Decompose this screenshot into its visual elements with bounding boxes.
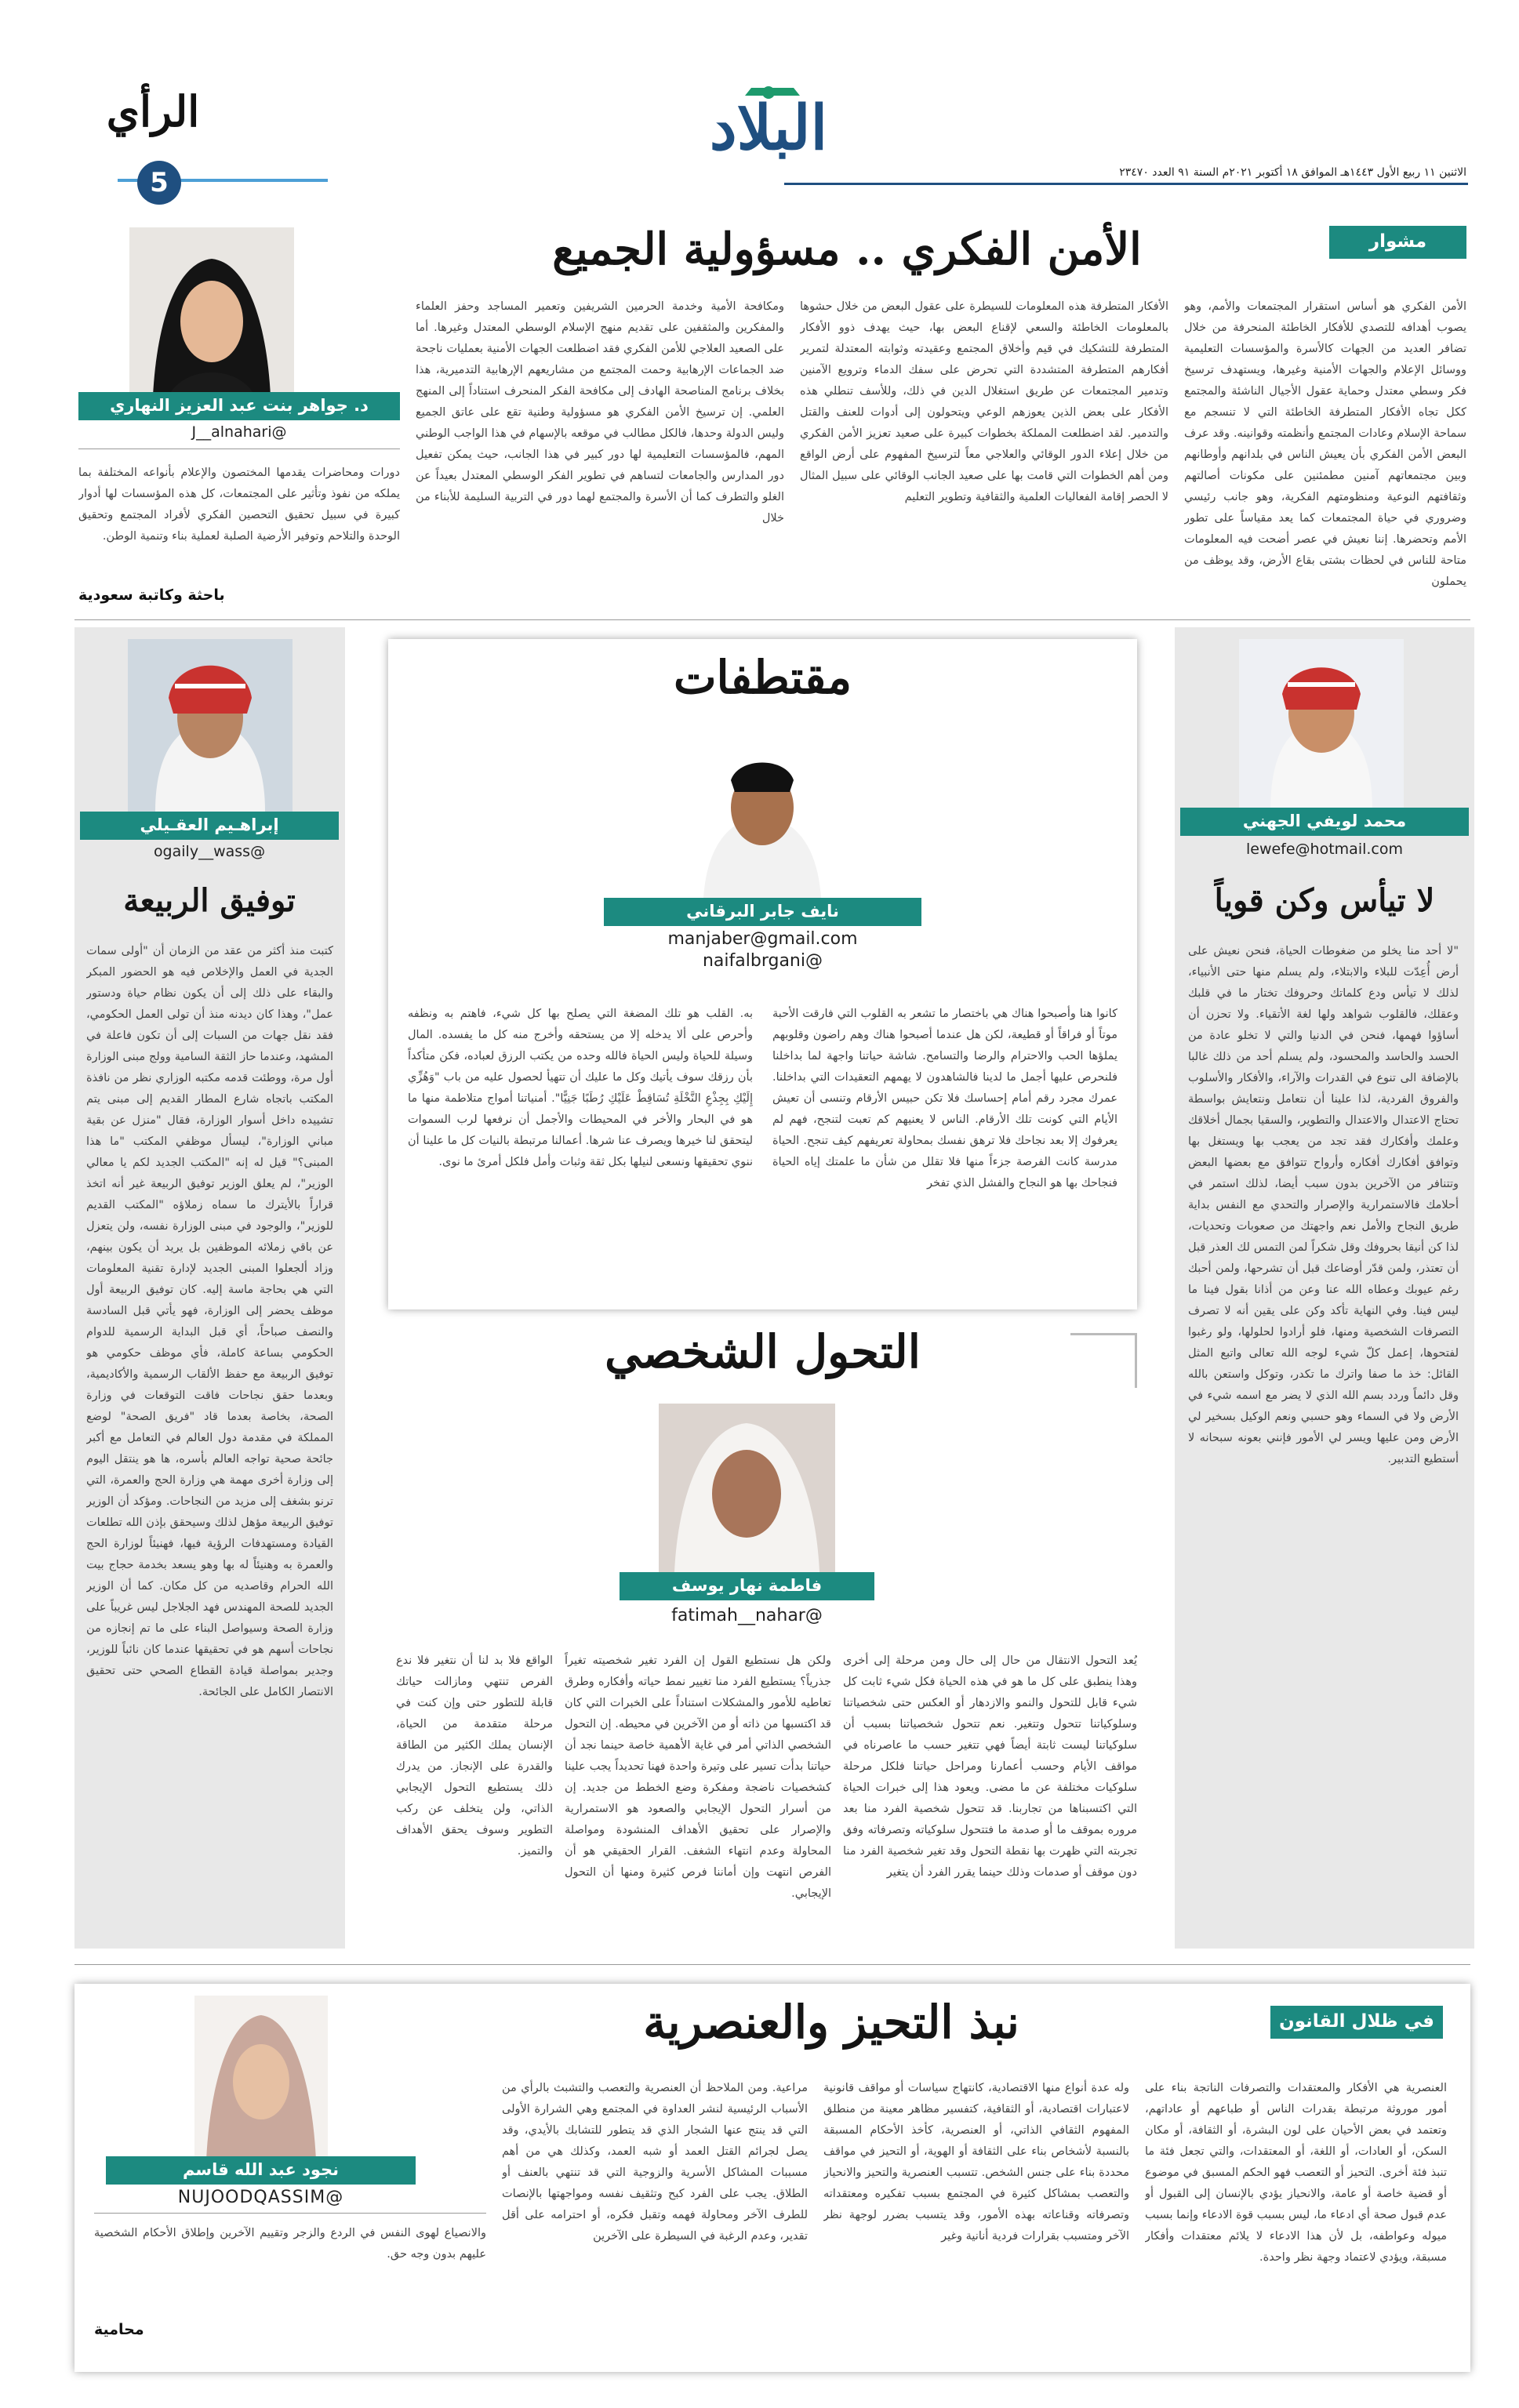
personal-col-left: الواقع فلا بد لنا أن نتغير فلا ندع الفرص تنتهي ومازالت حياتك قابلة للتطور حتى وإن كنت في مرحلة متقدمة من الحياة، الإنسان يملك الكثير من الطاقة والقدرة على الإنجاز. من يدرك ذلك يستطيع التحول الإيجابي الذاتي، ولن يتخلف عن ركب التطوير وسوف يحقق الأهداف والتميز. xyxy=(396,1654,553,1858)
muqtatafat-col-right: كانوا هنا وأصبحوا هناك هي باختصار ما تشعر به القلوب التي فارقت الأحبة موتاً أو فراقاً أو قطيعة، لكن هل عندما أصبحوا هناك وهم راضون وقلوبهم يملؤها الحب والاحترام والرضا والتسامح. شاشة حياتنا واجهة لما بداخلنا فلنحرص عليها أجمل ما لدينا فالشاهدون لا يهمهم التعقيدات التي بداخلنا. عمرك مجرد رقم أمام إحساسك فلا تكن حبيس الأرقام وتنسى أن تعيش الأيام التي كونت تلك الأرقام. الناس لا يعنيهم كم تعبت لتنجح، فهم لم يعرفوك إلا بعد نجاحك فلا ترهق نفسك بمحاولة تعريفهم كيف تنجح. الحياة مدرسة كانت الفرصة جزءاً منها فلا تقلل من شأن ما علمتك إياه الحياة فنجاحك بها هو النجاح والفشل الذي تفخر xyxy=(772,1008,1117,1189)
author-photo-burqani xyxy=(684,733,841,898)
author-name-ogaily: إبراهـيم العقـيلي xyxy=(80,812,339,840)
author-handle-burqani: @naifalbrgani xyxy=(702,951,823,971)
author-handle-fatimah: @fatimah__nahar xyxy=(671,1606,823,1625)
page-number: 5 xyxy=(150,167,169,198)
muqtatafat-title: مقتطفات xyxy=(673,651,852,704)
author-photo-fatimah xyxy=(659,1404,835,1572)
author-handle-jawaher: @J__alnahari xyxy=(191,423,287,441)
author-email-juhani: lewefe@hotmail.com xyxy=(1245,841,1404,858)
bottom-col-4: والانصياع لهوى النفس في الردع والزجر وتقييم الآخرين وإطلاق الأحكام الشخصية عليهم بدون وجه حق. xyxy=(94,2227,486,2261)
column-tag-qanun: في ظلال القانون xyxy=(1270,2006,1443,2039)
main-article-title: الأمن الفكري .. مسؤولية الجميع xyxy=(552,223,1142,275)
muqtatafat-col-left: به. القلب هو تلك المضغة التي يصلح بها كل شيء، فاهتم به ونظفه وأحرص على ألا يدخله إلا من يستحقه وأخرج منه كل ما يفسده. المال وسيلة للحياة وليس الحياة فالله وحده من يكتب الرزق لعباده، فكن متأكداً بأن رزقك سوف يأتيك وكل ما عليك أن تتهيأ لحصول عليه من باب "وَهُزِّي إِلَيْكِ بِجِذْعِ النَّخْلَةِ تُسَاقِطْ عَلَيْكِ رُطَبًا جَنِيًّا". أمنياتنا أمواج متلاطمة منها ما هو في البحار والأخر في المحيطات والأجمل أن نرفعها لرب السموات ليتحقق لنا خيرها ويصرف عنا شرها. أعمالنا مرتبطة بالنيات كل ما علينا أن ننوي تحقيقها ونسعى لنيلها بكل ثقة وثبات وأمل فلكل أمرئ ما نوى. xyxy=(408,1008,753,1168)
column-tag-mishwar: مشوار xyxy=(1329,226,1466,259)
author-photo-juhani xyxy=(1239,639,1404,812)
logo-wordmark: البلاد xyxy=(709,93,828,164)
author-email-burqani: manjaber@gmail.com xyxy=(667,929,858,949)
author-name-fatimah: فاطمة نهار يوسف xyxy=(620,1572,874,1600)
author-role-nujood: محامية xyxy=(94,2321,144,2338)
page-number-badge xyxy=(137,161,181,205)
bottom-col-2: وله عدة أنواع منها الاقتصادية، كانتهاج سياسات أو مواقف قانونية لاعتبارات اقتصادية، أو الثقافية، كتفسير مظاهر معينة من منطلق المفهوم الثقافي الذاتي، أو العنصرية، كأخذ الأحكام المسبقة بالنسبة لأشخاص بناء على الثقافة أو الهوية، أو التحيز في مواقف محددة بناء على جنس الشخص. تتسبب العنصرية والتحيز والانحياز والتعصب بمشاكل كثيرة في المجتمع بسبب تفكيره ومعتقداته وتصرفاته وقناعاته بهذه الأمور، وقد يتسبب بضرر لوجهة نظر الآخر ومتسبب بقرارات فردية أنانية وغير xyxy=(823,2082,1129,2243)
author-portrait-icon xyxy=(1239,639,1404,812)
bottom-col-1: العنصرية هي الأفكار والمعتقدات والتصرفات الناتجة بناء على أمور موروثة مرتبطة بقدرات الناس أو طباعهم أو عاداتهم، وتعتمد في بعض الأحيان على لون البشرة، أو الثقافة، أو مكان السكن، أو العادات، أو اللغة، أو المعتقدات، والتي تجعل فئة ما تنبذ فئة أخرى. التحيز أو التعصب فهو الحكم المسبق في موضوع أو قضية خاصة أو عامة، والانحياز يؤدي بالإنسان إلى القبول أو عدم قبول صحة أي ادعاء ما، ليس بسبب قوة الادعاء وإنما بسبب ميوله وعواطفه، بل لأن هذا الادعاء لا يلائم معتقدات وأفكار مسبقة، ويؤدي لاعتماد وجهة نظر واحدة. xyxy=(1145,2082,1447,2264)
divider xyxy=(94,2213,486,2214)
author-handle-nujood: @NUJOODQASSIM xyxy=(177,2188,344,2207)
logo-rule-left xyxy=(784,183,831,185)
author-name-burqani: نايف جابر البرقاني xyxy=(604,898,921,926)
section-title: الرأي xyxy=(106,86,200,136)
main-article-col-4: دورات ومحاضرات يقدمها المختصون والإعلام بأنواعه المختلفة بما يملكه من نفوذ وتأثير على المجتمعات، كل هذه المؤسسات لها أدوار كبيرة في سبيل تحقيق التحصين الفكري لأفراد المجتمع وتحقيق الوحدة والتلاحم وتوفير الأرضية الصلبة لعملية بناء وتنمية الوطن. xyxy=(78,467,400,543)
personal-article-title: التحول الشخصي xyxy=(605,1325,921,1378)
bottom-col-3: مراعية. ومن الملاحظ أن العنصرية والتعصب والتشبث بالرأي من الأسباب الرئيسية لنشر العداوة في المجتمع وهي الشرارة الأولى التي قد ينتج عنها الشجار الذي قد يتطور للتشابك بالأيدي، وقد يصل لجرائم القتل العمد أو شبه العمد، وكذلك هي من أهم مسببات المشاكل الأسرية والزوجية التي قد تنتهي بالعنف أو الطلاق. يجب على الفرد كبح وتثقيف نفسه ومواجهتها بالإنصات للطرف الآخر ومحاولة فهمه وتقبل فكره، أو احترامه على أقل تقدير، وعدم الرغبة في السيطرة على الآخرين xyxy=(502,2082,808,2243)
author-role-jawaher: باحثة وكاتبة سعودية xyxy=(78,587,225,604)
author-portrait-icon xyxy=(128,639,293,812)
author-name-nujood: نجود عبد الله قاسم xyxy=(106,2156,416,2185)
left-article-title: توفيق الربيعة xyxy=(123,882,296,919)
masthead xyxy=(0,0,1519,196)
main-article-col-2: الأفكار المتطرفة هذه المعلومات للسيطرة على عقول البعض من خلال حشوها بالمعلومات الخاطئة والسعي لإقناع البعض بها، حيث يهدف ذوو الأفكار المتطرفة للتشكيك في قيم وأخلاق المجتمع وعقيدته وثوابته المعتدلة لتمرير أفكارهم المتطرفة المتشددة التي تحرض على سفك الدماء وترويع الآمنين وتدمير المجتمعات عن طريق استغلال الدين في ذلك، وللأسف تنطلي هذه الأفكار على بعض الذين يعوزهم الوعي ويتحولون إلى أدوات للعنف والقتل والتدمير. لقد اضطلعت المملكة بخطوات كبيرة على صعيد تعزيز الأمن الفكري من خلال إعلاء الدور الوقائي والعلاجي معاً لترسيخ المفهوم على أرض الواقع ومن أهم الخطوات التي قامت بها على صعيد الجانب الوقائي على سبيل المثال لا الحصر إقامة الفعاليات العلمية والثقافية وتطوير التعليم xyxy=(800,300,1168,503)
author-photo-jawaher xyxy=(129,227,294,396)
divider xyxy=(74,1964,1470,1965)
right-article-body: "لا أحد منا يخلو من ضغوطات الحياة، فنحن نعيش على أرض أُعِدّت للبلاء والابتلاء، ولم يسلم منها حتى الأنبياء، لذلك لا تيأس ودع كلماتك وحروفك تختار ما في قلبك وعقلك، فالقلوب شواهد ولها لغة الأتقياء. ولا تحزن أن أساؤوا فهمها، فنحن في الدنيا والتي لا تخلو عادة من الحسد والحاسد والمحسود، ولم يسلم أحد من ذلك غالبا بالإضافة الى تنوع في القدرات والآراء، والأفكار والأسلوب والفروق الفردية، لذا علينا أن نتعامل ونتعايش بواسطة تحتاج الاعتدال والاعتدال والتطوير، والسقيا بجمال أخلاقك وعلمك وأفكارك فقد تجد من يعجب بها ويستغل بها وتوافق أفكارك أفكاره وأرواح تتوافق مع بعضها البعض وتتنافر من الآخرين بدون سبب أيضا، لذلك استمر في أحلامك فالاستمرارية والإصرار والتحدي مع النفس بداية طريق النجاح والأمل نعم واجهتك من صعوبات وتحديات، لذا كن أنيقا بحروفك وقل شكراً لمن التمس لك العذر قبل أن تعتذر، ولمن قدّر أوضاعك قبل أن تشرحها، ولمن أحبك رغم عيوبك وعطاه الله عنا وعن من أذانا بقول فينا ما ليس فينا. وفي النهاية تأكد وكن على يقين أنه لا تصرف التصرفات الشخصية ومنها، فلو أرادوا لحلولها، ولو رغبوا لفتحوها، إعمل كلّ شيء لوجه الله تعالى واتبع المثل القائل: خذ ما صفا واترك ما تكدر، وتوكل واستعن بالله وقل دائماً وردد بسم الله الذي لا يضر مع اسمه شيء في الأرض ولا في السماء وهو حسبي ونعم الوكيل بسخير لي الأرض ومن عليها ويسر لي الأمور فإنني بعونه سبحانه لا أستطيع التدبير. xyxy=(1188,945,1459,1466)
logo-rule-right xyxy=(831,183,1468,185)
author-name-juhani: محمد لويفي الجهني xyxy=(1180,808,1469,836)
author-photo-nujood xyxy=(194,1996,328,2160)
author-handle-ogaily: @ogaily__wass xyxy=(153,843,266,860)
author-photo-ogaily xyxy=(128,639,293,812)
main-article-col-1: الأمن الفكري هو أساس استقرار المجتمعات والأمم، وهو يصوب أهدافه للتصدي للأفكار الخاطئة المنحرفة من خلال تضافر العديد من الجهات كالأسرة والمؤسسات التعليمية ووسائل الإعلام والجهات الأمنية وغيرها، ويستهدف ترسيخ فكر وسطي معتدل وحماية عقول الأجيال الناشئة والمجتمع ككل تجاه الأفكار المتطرفة الخاطئة التي لا تنسجم مع سماحة الإسلام وعادات المجتمع وأنظمته وقوانينه. وقد عرف البعض الأمن الفكري بأن يعيش الناس في بلدانهم وأوطانهم وبين مجتمعاتهم آمنين مطمئنين على مكونات أصالتهم وثقافتهم النوعية ومنظومتهم الفكرية، وهو جانب رئيسي وضروري في حياة المجتمعات كما يعد مقياساً على تطور الأمم وتحضرها. إننا نعيش في عصر أضحت فيه المعلومات متاحة للناس في لحظات بشتى بقاع الأرض، وقد يوظف من يحملون xyxy=(1184,300,1466,588)
author-portrait-icon xyxy=(194,1996,328,2160)
dateline: الاثنين ١١ ربيع الأول ١٤٤٣هـ الموافق ١٨ أكتوبر ٢٠٢١م السنة ٩١ العدد ٢٣٤٧٠ xyxy=(1119,166,1466,179)
author-portrait-icon xyxy=(684,733,841,898)
author-portrait-icon xyxy=(659,1404,835,1572)
main-article-col-3: ومكافحة الأمية وخدمة الحرمين الشريفين وتعمير المساجد وحفز العلماء والمفكرين والمثقفين على تقديم منهج الإسلام الوسطي المعتدل وغيرها. أما على الصعيد العلاجي للأمن الفكري فقد اضطلعت الجهات الأمنية بعمليات ناجحة ضد الجماعات الإرهابية وحمت المجتمع من مشاريعهم الإرهابية التدميرية، هذا بخلاف برنامج المناصحة الهادف إلى مكافحة الفكر المنحرف استناداً إلى المنهج العلمي. إن ترسيخ الأمن الفكري هو مسؤولية وطنية تقع على عاتق الجميع وليس الدولة وحدها، فالكل مطالب في موقعه بالإسهام في هذا الواجب الوطني المهم، فالمؤسسات التعليمية لها دور كبير في هذا الجانب، حيث يمكن تفعيل دور المدارس والجامعات لتساهم في تطوير الفكر الوسطي المعتدل بعيداً عن الغلو والتطرف كما أن الأسرة والمجتمع لهما دور في التربية السليمة للأبناء من خلال xyxy=(416,300,784,525)
right-article-title: لا تيأس وكن قوياً xyxy=(1214,882,1435,919)
left-article-body: كتبت منذ أكثر من عقد من الزمان أن "أولى سمات الجدية في العمل والإخلاص فيه هو الحضور المبكر والبقاء على ذلك إلى أن يكون نظام حياة ودستور عمل"، وهذا كان ديدنه منذ أن تولى العمل الحكومي، فقد نقل جهات من السبات إلى أن تكون فاعلة في المشهد، وعندما حاز الثقة السامية وولج مبنى الوزارة أول مرة، ووطئت قدمه مكتبه الوزاري نظر من نافذة المكتب باتجاه شارع المطار القديم إلى مبنى يتم تشييده داخل أسوار الوزارة، فقال "منزل عن بقية مباني الوزارة"، ليسأل موظفي المكتب "ما هذا المبنى؟" قيل له إنه "المكتب الجديد لكم يا معالي الوزير"، لم يعلق الوزير توفيق الربيعة غير أنه اتخذ قراراً بالأيترك ما سماه زملاؤه "المكتب القديم للوزير"، والوجود في مبنى الوزارة نفسه، ولن يتعزل عن باقي زملائه الموظفين بل يريد أن يكون بينهم، وزاد ألجعلوا المبنى الجديد لإدارة تقنية المعلومات التي هي بحاجة ماسة إليه. كان توفيق الربيعة أول موظف يحضر إلى الوزارة، فهو يأتي قبل السادسة والنصف صباحاً، أي قبل البداية الرسمية للدوام الحكومي بساعة كاملة، فأي موظف حكومي هو توفيق الربيعة مع حفظ الألقاب الرسمية والأكاديمية، وبعدما حقق نجاحات فاقت التوقعات في وزارة الصحة، بخاصة بعدما قاد "فريق الصحة" لوضع المملكة في مقدمة دول العالم في التعامل مع أكبر جائحة صحية تواجه العالم بأسره، ها هو ينتقل اليوم إلى وزارة أخرى مهمة هي وزارة الحج والعمرة، التي ترنو بشغف إلى مزيد من النجاحات. ومؤكد أن الوزير توفيق الربيعة مؤهل لذلك وسيحقق بإذن الله تطلعات القيادة ومستهدفات الرؤية فيها، فهنيئاً لوزارة الحج والعمرة به وهنيئاً له بها وهو يسعد بخدمة حجاج بيت الله الحرام وقاصديه من كل مكان. كما أن الوزير الجديد للصحة المهندس فهد الجلاجل ليس غريباً على وزارة الصحة وسيواصل البناء على ما تم إنجازه من نجاحات أسهم هو في تحقيقها عندما كان نائباً للوزير، وجدير بمواصلة قيادة القطاع الصحي حتى تحقيق الانتصار الكامل على الجائحة. xyxy=(86,945,333,1698)
personal-col-right: يُعد التحول الانتقال من حال إلى حال ومن مرحلة إلى أخرى وهذا ينطبق على كل ما هو في هذه الحياة فكل شيء ثابت كل شيء قابل للتحول والنمو والازدهار أو العكس حتى شخصياتنا وسلوكياتنا تتحول وتتغير. نعم تتحول شخصياتنا بسبب أن سلوكياتنا ليست ثابتة أيضاً فهي تتغير حسب ما عاصرناه في مواقف الأيام وحسب أعمارنا ومراحل حياتنا فلكل مرحلة سلوكيات مختلفة عن ما مضى. ويعود هذا إلى خبرات الحياة التي اكتسبناها من تجاربنا. قد تتحول شخصية الفرد منا بعد مروره بموقف ما أو صدمة ما فتتحول سلوكياته وتصرفاته وفق تجربته التي ظهرت بها نقطة التحول وقد تغير شخصية الفرد منا دون موقف أو صدمات وذلك حينما يقرر الفرد أن يتغير xyxy=(843,1654,1137,1879)
divider xyxy=(74,619,1470,620)
newspaper-logo xyxy=(690,78,847,180)
author-portrait-icon xyxy=(129,227,294,396)
bottom-article-title: نبذ التحيز والعنصرية xyxy=(643,1996,1019,2049)
author-name-jawaher: د. جواهر بنت عبد العزيز النهاري xyxy=(78,392,400,420)
personal-col-mid: ولكن هل نستطيع القول إن الفرد تغير شخصيته تغيراً جذرياً؟ يستطيع الفرد منا تغيير نمط حياته وأفكاره وطرق تعاطيه للأمور والمشكلات استناداً على الخبرات التي كان قد اكتسبها من ذاته أو من الآخرين في محيطه. إن التحول الشخصي الذاتي أمر في غاية الأهمية خاصة حينما نجد أن حياتنا بدأت تسير على وتيرة واحدة فهنا تحديداً يجب علينا كشخصيات ناضجة ومفكرة وضع الخطط من جديد. إن من أسرار التحول الإيجابي والصعود هو الاستمرارية والإصرار على تحقيق الأهداف المنشودة ومواصلة المحاولة وعدم انتهاء الشغف. القرار الحقيقي هو أن الفرص انتهت وإن أماننا فرص كثيرة ومنها أن التحول الإيجابي. xyxy=(565,1654,831,1900)
